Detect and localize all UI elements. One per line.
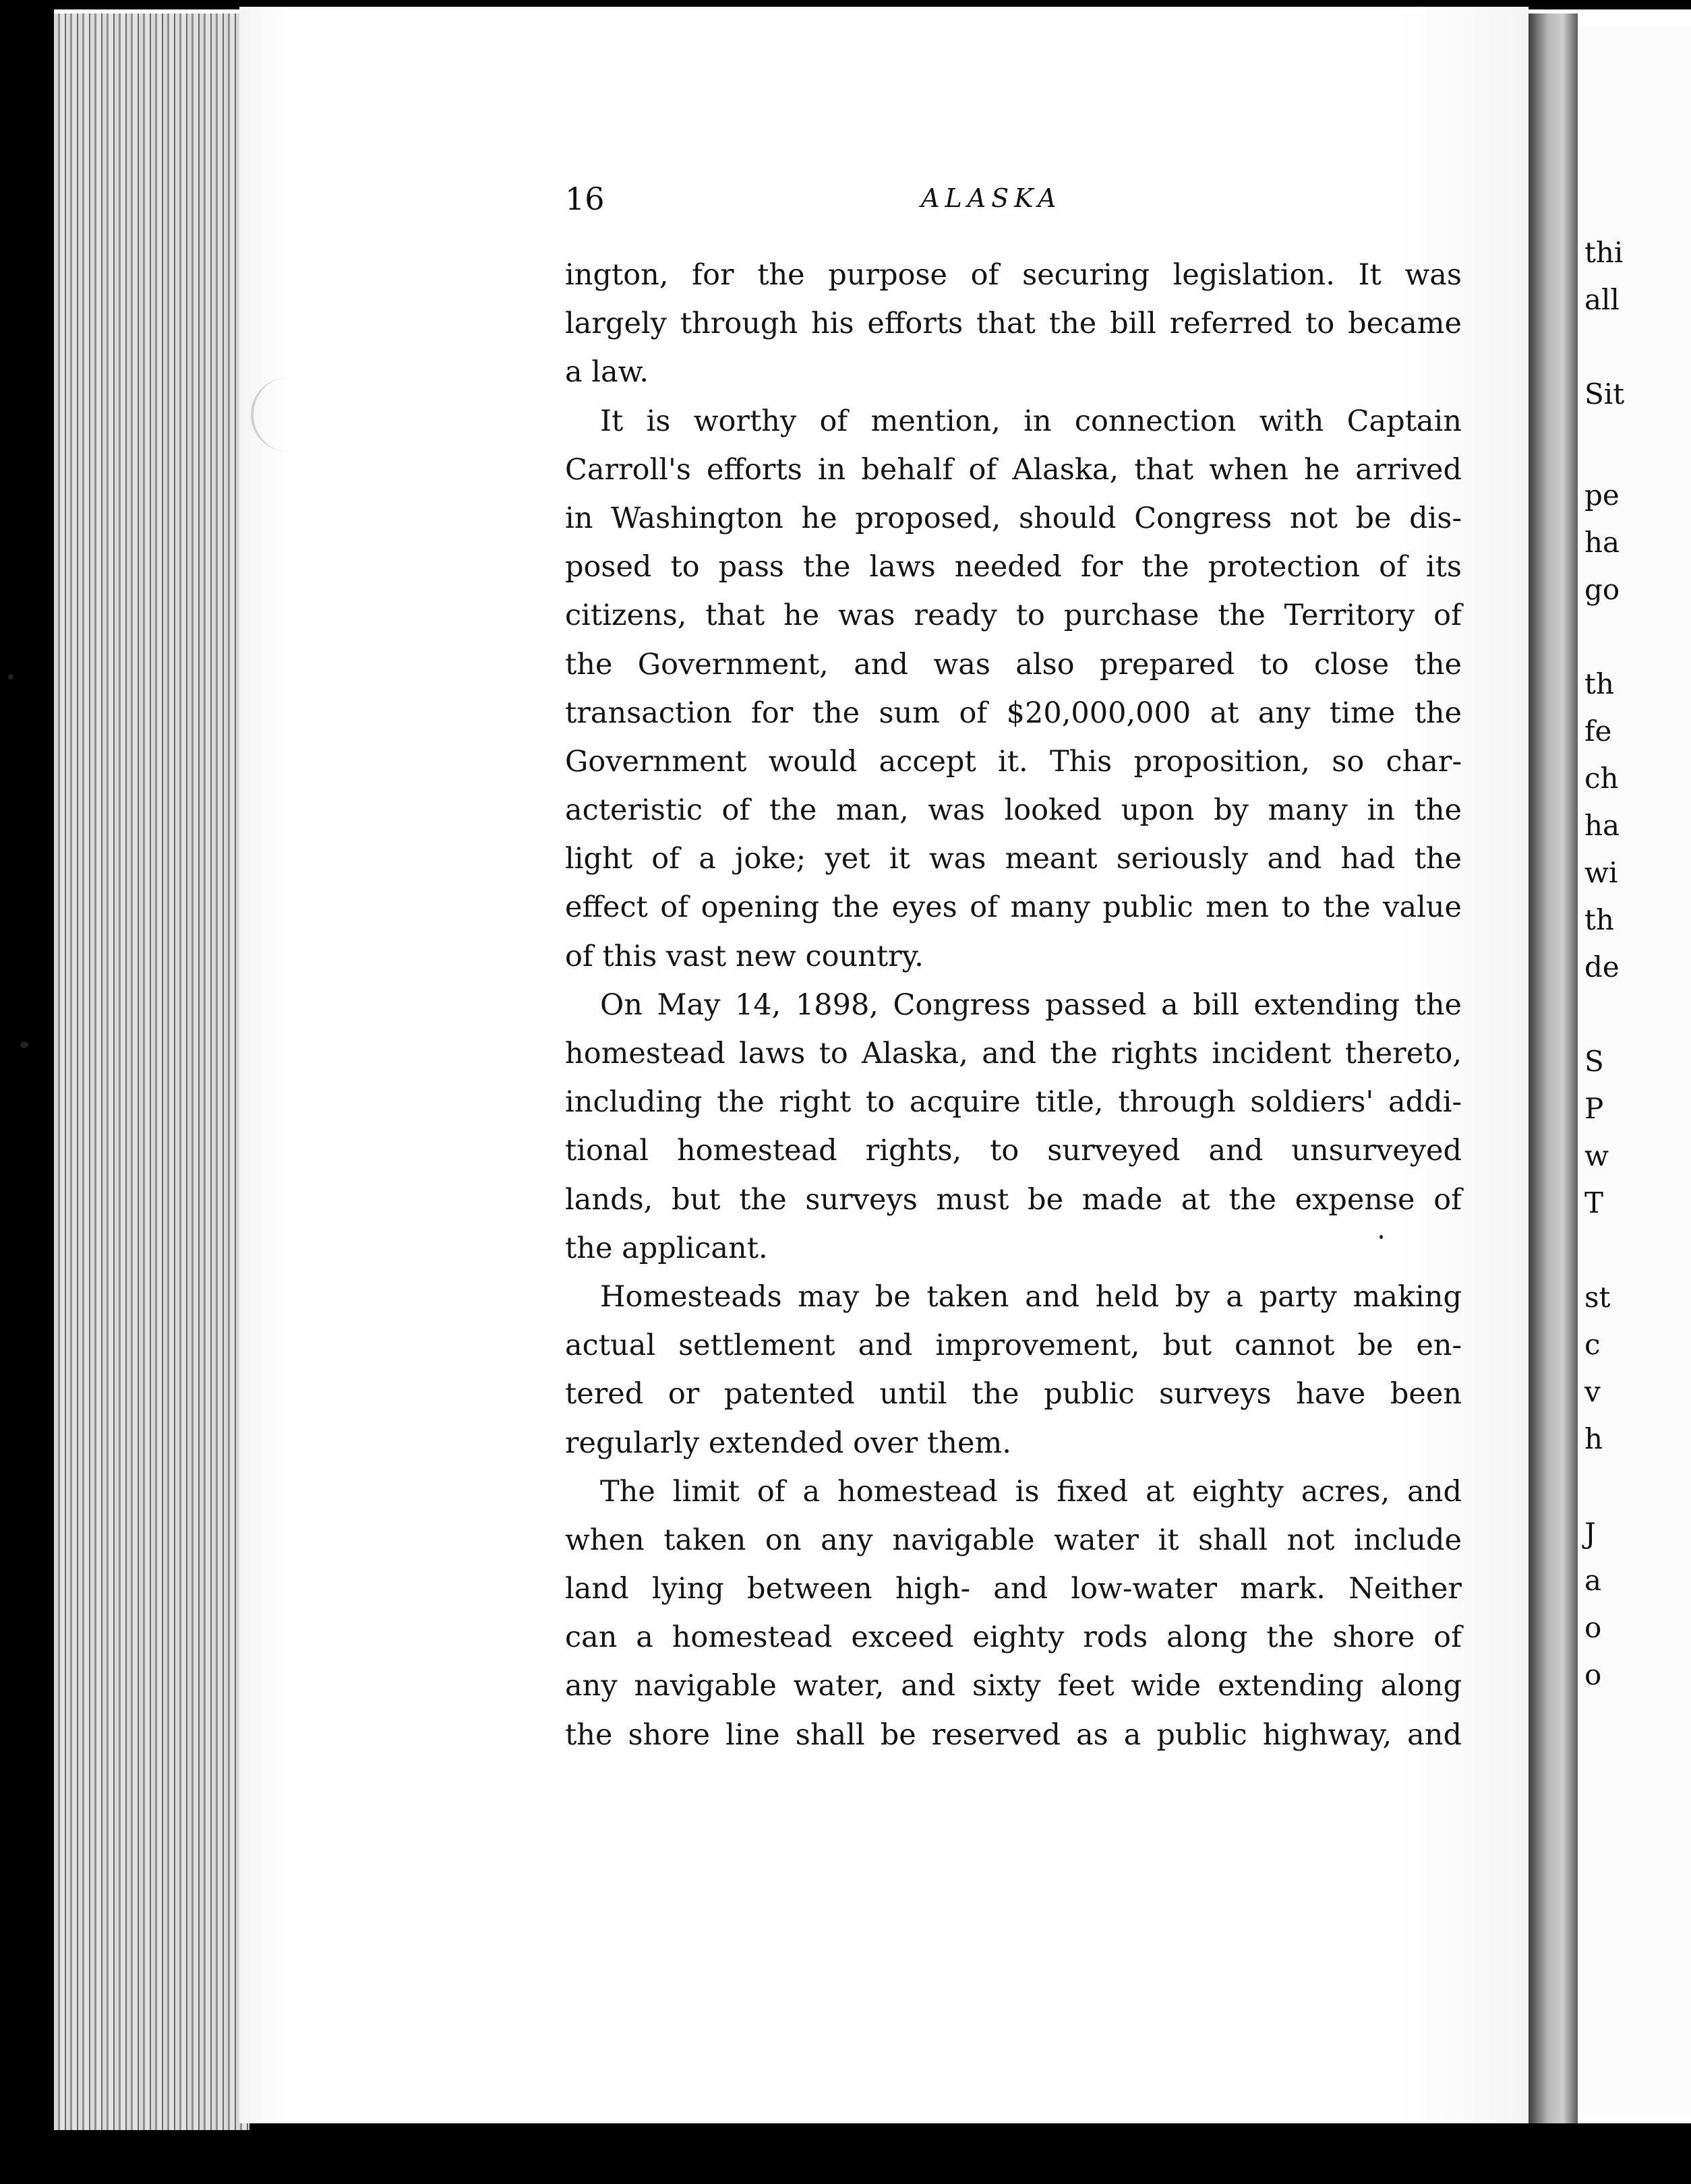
next-page-fragment: v xyxy=(1584,1375,1601,1408)
text-line: lands, but the surveys must be made at the expense of xyxy=(565,1182,1462,1217)
next-page-fragment: th xyxy=(1584,667,1614,700)
next-page-fragment: o xyxy=(1584,1611,1602,1644)
text-line: Carroll's efforts in behalf of Alaska, that when he arrived xyxy=(565,452,1462,487)
next-page-fragment: thi xyxy=(1584,236,1624,269)
next-page-fragment: go xyxy=(1584,573,1620,606)
text-line: largely through his efforts that the bill referred to became xyxy=(565,307,1462,341)
next-page-fragment: S xyxy=(1584,1045,1604,1078)
text-line: land lying between high- and low-water mark. Neither xyxy=(565,1572,1462,1606)
text-line: can a homestead exceed eighty rods along the shore of xyxy=(565,1620,1462,1655)
next-page-fragment: c xyxy=(1584,1328,1601,1361)
next-page-fragment: a xyxy=(1584,1564,1602,1597)
text-line: On May 14, 1898, Congress passed a bill extending the xyxy=(600,988,1462,1022)
text-line: light of a joke; yet it was meant seriously and had the xyxy=(565,842,1462,876)
text-line: the applicant. xyxy=(565,1231,768,1265)
next-page-fragment: h xyxy=(1584,1422,1603,1455)
text-line: acteristic of the man, was looked upon by many in the xyxy=(565,793,1462,828)
text-line: The limit of a homestead is fixed at eighty acres, and xyxy=(600,1474,1462,1509)
scan-border-bottom xyxy=(0,2123,1691,2184)
text-line: homestead laws to Alaska, and the rights incident thereto, xyxy=(565,1037,1462,1070)
next-page-fragment: ch xyxy=(1584,762,1619,795)
text-line: Government would accept it. This proposition, so char- xyxy=(565,744,1462,779)
next-page-fragment: J xyxy=(1584,1517,1596,1550)
next-page-fragment: ha xyxy=(1584,809,1620,842)
text-line: It is worthy of mention, in connection with Captain xyxy=(600,404,1462,438)
body-text xyxy=(565,251,1462,1759)
text-line: any navigable water, and sixty feet wide extending along xyxy=(565,1669,1462,1703)
next-page-fragment: o xyxy=(1584,1658,1602,1691)
book-gutter xyxy=(1529,13,1578,2123)
text-line: regularly extended over them. xyxy=(565,1426,1011,1460)
page-edges-stack xyxy=(54,13,249,2130)
page-header xyxy=(565,181,1462,221)
text-line: a law. xyxy=(565,355,649,390)
next-page-fragment: pe xyxy=(1584,479,1620,512)
text-line: posed to pass the laws needed for the protection of its xyxy=(565,550,1462,584)
text-line: citizens, that he was ready to purchase the Territory of xyxy=(565,599,1462,633)
next-page-fragment: de xyxy=(1584,950,1620,983)
text-line: tered or patented until the public surveys have been xyxy=(565,1377,1462,1412)
text-line: ington, for the purpose of securing legislation. It was xyxy=(565,258,1462,292)
text-line: the Government, and was also prepared to close the xyxy=(565,647,1462,681)
scan-border-left xyxy=(0,0,54,2184)
text-line: in Washington he proposed, should Congress not be dis- xyxy=(565,501,1462,535)
scan-speck xyxy=(20,1041,28,1048)
next-page-fragment: T xyxy=(1584,1186,1604,1219)
next-page-fragment: st xyxy=(1584,1281,1611,1314)
text-line: of this vast new country. xyxy=(565,939,924,973)
running-head: ALASKA xyxy=(921,183,1062,213)
next-page-fragment: th xyxy=(1584,903,1614,936)
scan-speck xyxy=(8,674,13,679)
page-number: 16 xyxy=(565,181,605,217)
next-page-fragment: Sit xyxy=(1584,377,1625,411)
text-line: when taken on any navigable water it shall not include xyxy=(565,1523,1462,1557)
next-page-fragment: wi xyxy=(1584,856,1618,889)
next-page-fragment: all xyxy=(1584,283,1620,316)
next-page-fragment: ha xyxy=(1584,526,1620,559)
text-line: tional homestead rights, to surveyed and unsurveyed xyxy=(565,1134,1462,1168)
text-line: including the right to acquire title, through soldiers' addi- xyxy=(565,1085,1462,1120)
text-line: actual settlement and improvement, but cannot be en- xyxy=(565,1329,1462,1363)
text-line: the shore line shall be reserved as a public highway, and xyxy=(565,1718,1462,1752)
text-line: Homesteads may be taken and held by a party making xyxy=(600,1279,1462,1314)
text-line: effect of opening the eyes of many public men to the value xyxy=(565,890,1462,925)
text-line: transaction for the sum of $20,000,000 at any time the xyxy=(565,696,1462,730)
scan-speck xyxy=(1380,1235,1383,1239)
next-page-fragment: fe xyxy=(1584,715,1612,748)
next-page-fragment: P xyxy=(1584,1092,1604,1125)
next-page-fragment: w xyxy=(1584,1139,1609,1172)
next-page-edge xyxy=(1578,27,1691,2117)
